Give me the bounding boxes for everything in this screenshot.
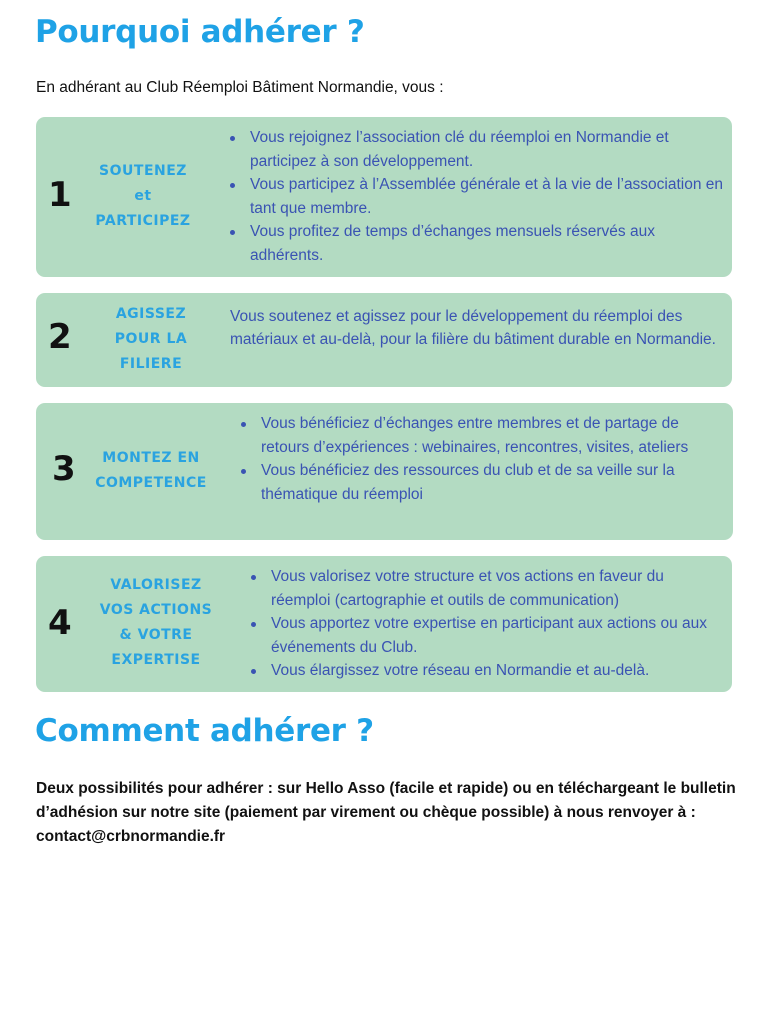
card-text: Vous soutenez et agissez pour le développement du réemploi des matériaux et au-delà, pour la filière du bâtiment durable en Normandie.	[230, 308, 716, 348]
card-number: 3	[52, 449, 76, 489]
list-item: Vous apportez votre expertise en participant aux actions ou aux événements du Club.	[251, 612, 721, 659]
card-number: 4	[48, 603, 72, 643]
card-label	[88, 159, 198, 234]
list-item: Vous rejoignez l’association clé du réemploi en Normandie et participez à son développement.	[230, 126, 726, 173]
list-item: Vous participez à l’Assemblée générale et à la vie de l’association en tant que membre.	[230, 173, 726, 220]
card-label-line: FILIERE	[119, 356, 183, 372]
page-title: Pourquoi adhérer ?	[35, 14, 365, 50]
card-number: 1	[48, 175, 72, 215]
list-item: Vous profitez de temps d’échanges mensuels réservés aux adhérents.	[230, 220, 726, 267]
card-label	[86, 446, 216, 496]
card-label-line: et	[134, 188, 152, 204]
intro-text: En adhérant au Club Réemploi Bâtiment Normandie, vous :	[36, 79, 444, 96]
list-item: Vous bénéficiez d’échanges entre membres et de partage de retours d’expériences : webinaires, rencontres, visites, ateliers	[241, 412, 721, 459]
card-4	[36, 556, 732, 692]
card-bullet-list	[251, 565, 721, 683]
card-label-line: COMPETENCE	[95, 475, 207, 491]
card-label-line: VALORISEZ	[110, 577, 202, 593]
card-label-line: VOS ACTIONS	[99, 602, 213, 618]
card-label-line: EXPERTISE	[111, 652, 201, 668]
card-2	[36, 293, 732, 387]
card-label-line: AGISSEZ	[115, 306, 187, 322]
how-to-join-text: Deux possibilités pour adhérer : sur Hello Asso (facile et rapide) ou en téléchargeant le bulletin d’adhésion sur notre site (paiement par virement ou chèque possible) à nous renvoyer à : contact@crbnormandie.fr	[36, 780, 736, 845]
card-label	[96, 302, 206, 377]
card-3	[36, 403, 733, 540]
card-label-line: PARTICIPEZ	[95, 213, 191, 229]
card-label-line: POUR LA	[114, 331, 188, 347]
list-item: Vous bénéficiez des ressources du club et de sa veille sur la thématique du réemploi	[241, 459, 721, 506]
section-title: Comment adhérer ?	[35, 713, 374, 749]
list-item: Vous élargissez votre réseau en Normandie et au-delà.	[251, 659, 721, 683]
card-label-line: & VOTRE	[119, 627, 193, 643]
card-1	[36, 117, 732, 277]
card-bullet-list	[230, 126, 726, 267]
card-bullet-list	[241, 412, 721, 506]
card-label-line: MONTEZ EN	[102, 450, 200, 466]
card-label-line: SOUTENEZ	[99, 163, 187, 179]
card-label	[90, 573, 222, 673]
card-number: 2	[48, 317, 72, 357]
list-item: Vous valorisez votre structure et vos actions en faveur du réemploi (cartographie et outils de communication)	[251, 565, 721, 612]
